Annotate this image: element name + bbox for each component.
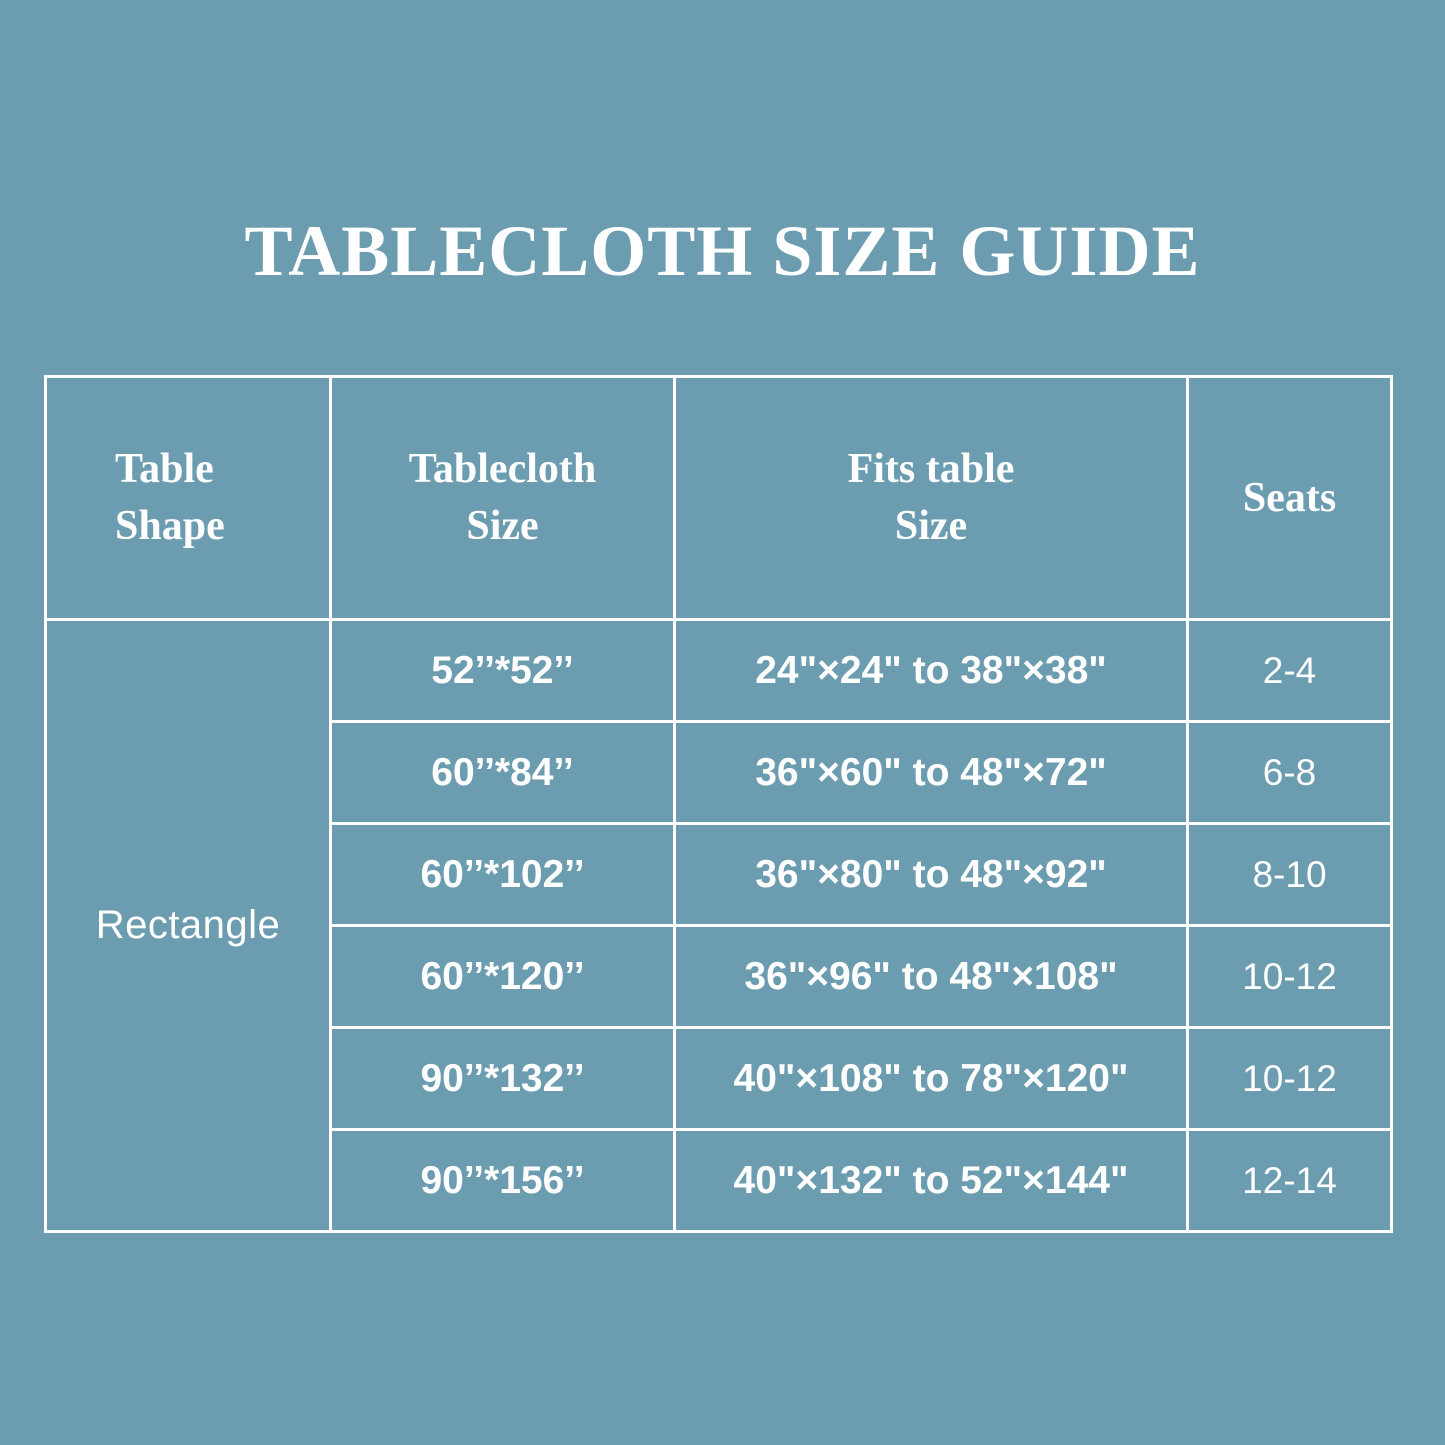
column-header-fits-table-size <box>675 377 1188 620</box>
fits-table-size-cell: 36"×60" to 48"×72" <box>675 722 1188 824</box>
fits-table-size-cell: 40"×132" to 52"×144" <box>675 1130 1188 1232</box>
fits-table-size-cell: 36"×96" to 48"×108" <box>675 926 1188 1028</box>
seats-cell: 10-12 <box>1188 1028 1392 1130</box>
column-header-seats <box>1188 377 1392 620</box>
table-row <box>46 620 1392 722</box>
size-guide-table <box>44 375 1393 1233</box>
tablecloth-size-cell: 90’’*132’’ <box>331 1028 675 1130</box>
table-header-row <box>46 377 1392 620</box>
seats-cell: 8-10 <box>1188 824 1392 926</box>
page-title: TABLECLOTH SIZE GUIDE <box>244 211 1201 291</box>
column-header-tablecloth-size-line2: Size <box>466 503 539 549</box>
table-shape-cell-rectangle: Rectangle <box>46 620 331 1232</box>
tablecloth-size-cell: 60’’*120’’ <box>331 926 675 1028</box>
tablecloth-size-cell: 60’’*84’’ <box>331 722 675 824</box>
column-header-seats-label: Seats <box>1242 474 1337 521</box>
seats-cell: 2-4 <box>1188 620 1392 722</box>
seats-cell: 6-8 <box>1188 722 1392 824</box>
tablecloth-size-cell: 60’’*102’’ <box>331 824 675 926</box>
fits-table-size-cell: 36"×80" to 48"×92" <box>675 824 1188 926</box>
column-header-tablecloth-size <box>331 377 675 620</box>
seats-cell: 12-14 <box>1188 1130 1392 1232</box>
column-header-table-shape-line1: Table <box>115 446 214 493</box>
size-guide-table-container <box>44 375 1393 1233</box>
table-body <box>46 620 1392 1232</box>
seats-cell: 10-12 <box>1188 926 1392 1028</box>
column-header-tablecloth-size-line1: Tablecloth <box>408 446 597 493</box>
column-header-table-shape <box>46 377 331 620</box>
column-header-table-shape-line2: Shape <box>115 503 225 549</box>
fits-table-size-cell: 40"×108" to 78"×120" <box>675 1028 1188 1130</box>
tablecloth-size-cell: 52’’*52’’ <box>331 620 675 722</box>
column-header-fits-table-size-line1: Fits table <box>847 446 1015 493</box>
column-header-fits-table-size-line2: Size <box>894 503 968 549</box>
fits-table-size-cell: 24"×24" to 38"×38" <box>675 620 1188 722</box>
table-header <box>46 377 1392 620</box>
tablecloth-size-cell: 90’’*156’’ <box>331 1130 675 1232</box>
